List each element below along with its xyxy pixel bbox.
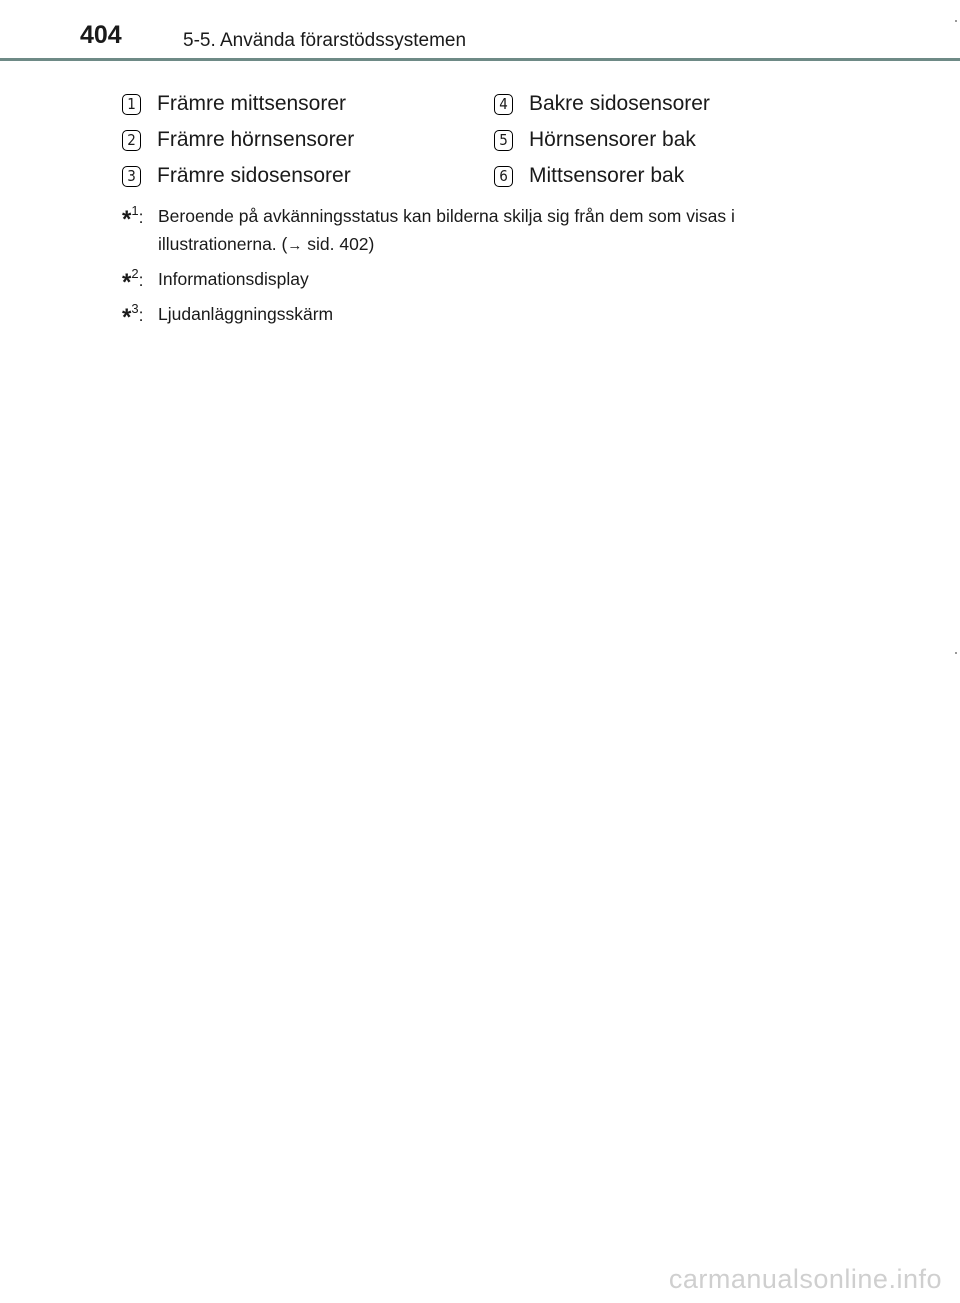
legend-label-5: Hörnsensorer bak [529,128,696,151]
right-arrow-icon: → [287,237,303,254]
legend-label-2: Främre hörnsensorer [157,128,355,151]
footnote-marker-1: *$^1$: [122,203,144,233]
section-title: 5-5. Använda förarstödssystemen [183,30,467,51]
legend-item-1 [122,89,346,119]
number-badge-1: 1 [122,94,141,115]
page-header [0,0,960,62]
footnote-marker-2: *$^2$: [122,266,144,296]
footnote-index-3: 3 [131,301,139,316]
print-mark [955,20,957,22]
footnote-marker-3: *$^3$: [122,301,144,331]
number-badge-2: 2 [122,130,141,151]
legend-label-6: Mittsensorer bak [529,164,685,187]
footnote-text-1 [158,202,852,260]
number-badge-6: 6 [494,166,513,187]
legend-label-1: Främre mittsensorer [157,92,347,115]
legend-item-5 [494,125,696,155]
number-badge-3: 3 [122,166,141,187]
number-badge-5: 5 [494,130,513,151]
legend-item-3 [122,161,351,191]
page-number: 404 [80,21,122,49]
asterisk-icon: * [122,206,132,233]
footnote-index-2: 2 [131,266,139,281]
watermark: carmanualsonline.info [668,1264,942,1294]
legend-item-6 [494,161,684,191]
legend-item-4 [494,89,710,119]
footnote-page-reference: sid. 402) [302,234,375,254]
header-divider [0,58,960,61]
footnote-2 [122,265,852,296]
print-mark [955,652,957,654]
footnote-text-1-part-a: Beroende på avkänningsstatus kan bilderna skilja sig från dem som visas i illustrationerna. ( [158,206,735,254]
legend-item-2 [122,125,354,155]
footnote-1 [122,202,852,260]
footnote-3 [122,300,852,331]
footnote-text-2: Informationsdisplay [158,269,309,289]
asterisk-icon: * [122,304,132,331]
legend-label-3: Främre sidosensorer [157,164,351,187]
footnote-text-3: Ljudanläggningsskärm [158,304,334,324]
number-badge-4: 4 [494,94,513,115]
footnote-index-1: 1 [131,203,139,218]
legend-label-4: Bakre sidosensorer [529,92,710,115]
asterisk-icon: * [122,269,132,296]
